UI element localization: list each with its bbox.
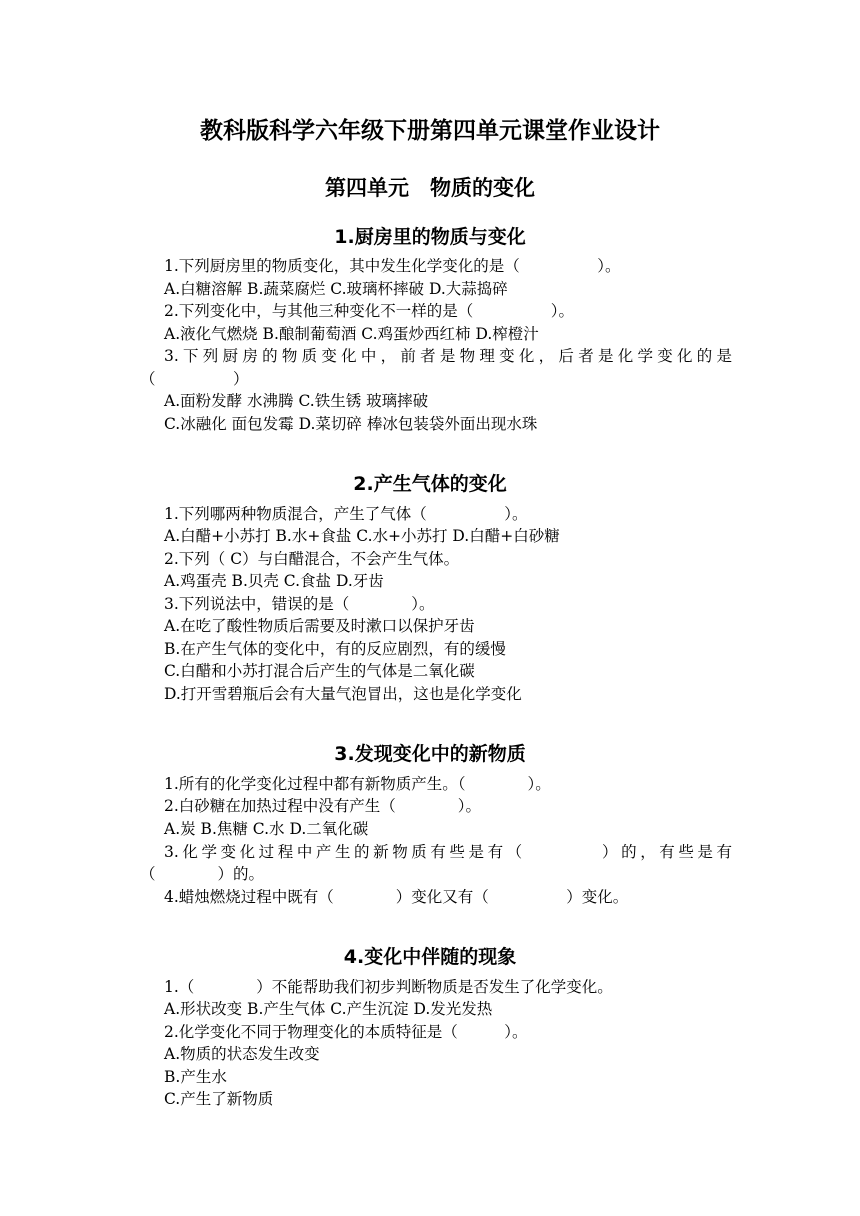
options-line: A.在吃了酸性物质后需要及时漱口以保护牙齿 xyxy=(164,617,475,635)
options-line: C.白醋和小苏打混合后产生的气体是二氧化碳 xyxy=(164,662,475,680)
question-line: 1.下列厨房里的物质变化，其中发生化学变化的是（ ）。 xyxy=(164,257,621,275)
options-line: B.在产生气体的变化中，有的反应剧烈，有的缓慢 xyxy=(164,640,506,658)
options-line: B.产生水 xyxy=(164,1068,227,1086)
unit-title: 第四单元 物质的变化 xyxy=(325,176,535,200)
options-line: A.形状改变 B.产生气体 C.产生沉淀 D.发光发热 xyxy=(164,1000,493,1018)
section-title: 2.产生气体的变化 xyxy=(353,473,507,495)
question-line: 2.下列变化中，与其他三种变化不一样的是（ ）。 xyxy=(164,302,575,320)
options-line: D.打开雪碧瓶后会有大量气泡冒出，这也是化学变化 xyxy=(164,685,522,703)
options-line: A.炭 B.焦糖 C.水 D.二氧化碳 xyxy=(164,820,369,838)
document-title: 教科版科学六年级下册第四单元课堂作业设计 xyxy=(200,118,660,144)
options-line: A.鸡蛋壳 B.贝壳 C.食盐 D.牙齿 xyxy=(164,572,384,590)
question-line: 2.下列（ C）与白醋混合，不会产生气体。 xyxy=(164,550,460,568)
options-line: C.冰融化 面包发霉 D.菜切碎 棒冰包装袋外面出现水珠 xyxy=(164,415,538,433)
answer-blank-line: （ ） xyxy=(140,370,249,388)
question-line: 3.化学变化过程中产生的新物质有些是有（ ）的，有些是有 xyxy=(164,843,732,861)
options-line: A.物质的状态发生改变 xyxy=(164,1045,320,1063)
answer-blank-line: （ ）的。 xyxy=(140,865,265,883)
question-line: 1.（ ）不能帮助我们初步判断物质是否发生了化学变化。 xyxy=(164,978,613,996)
section-title: 3.发现变化中的新物质 xyxy=(334,743,526,765)
section-title: 1.厨房里的物质与变化 xyxy=(334,226,526,248)
question-line: 3.下列厨房的物质变化中，前者是物理变化，后者是化学变化的是 xyxy=(164,347,732,365)
options-line: A.面粉发酵 水沸腾 C.铁生锈 玻璃摔破 xyxy=(164,392,429,410)
question-line: 2.白砂糖在加热过程中没有产生（ ）。 xyxy=(164,797,482,815)
options-line: A.液化气燃烧 B.酿制葡萄酒 C.鸡蛋炒西红柿 D.榨橙汁 xyxy=(164,325,539,343)
options-line: A.白糖溶解 B.蔬菜腐烂 C.玻璃杯摔破 D.大蒜捣碎 xyxy=(164,280,508,298)
question-line: 2.化学变化不同于物理变化的本质特征是（ ）。 xyxy=(164,1023,528,1041)
question-line: 3.下列说法中，错误的是（ ）。 xyxy=(164,595,435,613)
question-line: 4.蜡烛燃烧过程中既有（ ）变化又有（ ）变化。 xyxy=(164,888,629,906)
question-line: 1.所有的化学变化过程中都有新物质产生。（ ）。 xyxy=(164,775,551,793)
options-line: A.白醋+小苏打 B.水+食盐 C.水+小苏打 D.白醋+白砂糖 xyxy=(164,527,560,545)
question-line: 1.下列哪两种物质混合，产生了气体（ ）。 xyxy=(164,505,528,523)
section-title: 4.变化中伴随的现象 xyxy=(343,946,517,968)
options-line: C.产生了新物质 xyxy=(164,1090,274,1108)
